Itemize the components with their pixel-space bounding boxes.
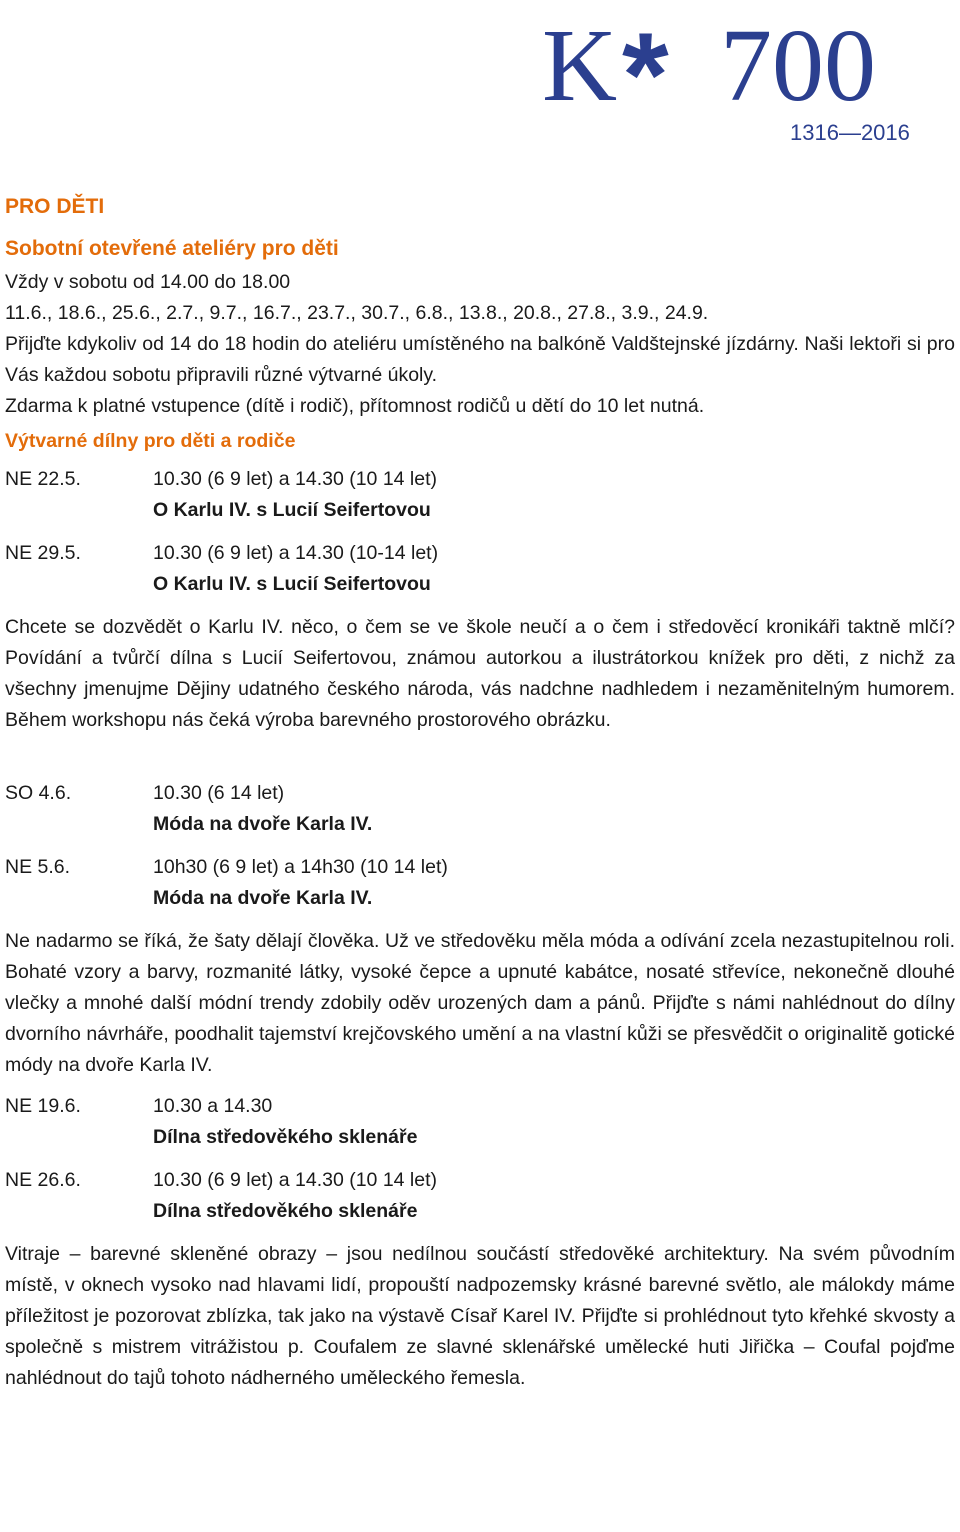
ateliers-note: Zdarma k platné vstupence (dítě i rodič), přítomnost rodičů u dětí do 10 let nutná. xyxy=(5,395,705,417)
logo-number: 700 xyxy=(720,12,876,123)
event-title: Móda na dvoře Karla IV. xyxy=(153,813,373,835)
event-date: NE 29.5. xyxy=(5,542,81,564)
glass-description: Vitraje – barevné skleněné obrazy – jsou nedílnou součástí středověké architektury. Na svém původním místě, v oknech vysoko nad hlavami lidí, propouští nadpozemsky krásné barevné světlo, ale málokdy máme příležitost je pozorovat zblízka, tak jako na výstavě Císař Karel IV. Přijďte si prohlédnout tyto křehké skvosty a společně s mistrem vitrážistou p. Coufalem ze slavné sklenářské umělecké huti Jiřička – Coufal pojďme nahlédnout do tajů tohoto nádherného uměleckého řemesla. xyxy=(5,1243,955,1389)
document-body xyxy=(5,193,955,1394)
event-title: O Karlu IV. s Lucií Seifertovou xyxy=(153,573,431,595)
event-time: 10.30 a 14.30 xyxy=(153,1095,273,1117)
workshop-description: Chcete se dozvědět o Karlu IV. něco, o čem se ve škole neučí a o čem i středověcí kronikáři taktně mlčí? Povídání a tvůrčí dílna s Lucií Seifertovou, známou autorkou a ilustrátorkou knížek pro děti, z nichž za všechny jmenujme Dějiny udatného českého národa, vás nadchne nadhledem i nezaměnitelným humorem. Během workshopu nás čeká výroba barevného prostorového obrázku. xyxy=(5,616,955,731)
logo-years: 1316—2016 xyxy=(790,120,910,145)
event-title: Dílna středověkého sklenáře xyxy=(153,1126,418,1148)
event-date: NE 5.6. xyxy=(5,856,71,878)
workshops-title: Výtvarné dílny pro děti a rodiče xyxy=(5,430,296,452)
event-time: 10.30 (6 14 let) xyxy=(153,782,285,804)
fashion-description: Ne nadarmo se říká, že šaty dělají člověka. Už ve středověku měla móda a odívání zcela nezastupitelnou roli. Bohaté vzory a barvy, rozmanité látky, vysoké čepce a upnuté kabátce, nosaté střevíce, nekonečně dlouhé vlečky a mnohé další módní trendy zdobily oděv urozených dam a pánů. Přijďte s námi nahlédnout do dílny dvorního návrháře, poodhalit tajemství krejčovského umění a na vlastní kůži se přesvědčit o originalitě gotické módy na dvoře Karla IV. xyxy=(5,930,955,1076)
event-date: NE 26.6. xyxy=(5,1169,81,1191)
event-date: NE 22.5. xyxy=(5,468,81,490)
section-heading: PRO DĚTI xyxy=(5,195,105,218)
k700-logo-graphic xyxy=(540,12,940,152)
logo-star: * xyxy=(622,12,669,142)
event-row xyxy=(5,1091,955,1153)
event-time: 10h30 (6 9 let) a 14h30 (10 14 let) xyxy=(153,856,448,878)
ateliers-title: Sobotní otevřené ateliéry pro děti xyxy=(5,237,339,260)
event-time: 10.30 (6 9 let) a 14.30 (10-14 let) xyxy=(153,542,439,564)
event-row xyxy=(5,1165,955,1227)
event-time: 10.30 (6 9 let) a 14.30 (10 14 let) xyxy=(153,1169,438,1191)
event-row xyxy=(5,464,955,526)
event-date: NE 19.6. xyxy=(5,1095,81,1117)
event-title: Móda na dvoře Karla IV. xyxy=(153,887,373,909)
event-title: Dílna středověkého sklenáře xyxy=(153,1200,418,1222)
event-title: O Karlu IV. s Lucií Seifertovou xyxy=(153,499,431,521)
event-date: SO 4.6. xyxy=(5,782,72,804)
k700-logo xyxy=(540,12,940,152)
event-row xyxy=(5,538,955,600)
event-row xyxy=(5,778,955,840)
event-time: 10.30 (6 9 let) a 14.30 (10 14 let) xyxy=(153,468,438,490)
logo-letter: K xyxy=(542,12,618,123)
ateliers-time: Vždy v sobotu od 14.00 do 18.00 xyxy=(5,271,291,293)
ateliers-dates: 11.6., 18.6., 25.6., 2.7., 9.7., 16.7., 23.7., 30.7., 6.8., 13.8., 20.8., 27.8., 3.9., 24.9. xyxy=(5,302,709,324)
event-row xyxy=(5,852,955,914)
ateliers-description: Přijďte kdykoliv od 14 do 18 hodin do ateliéru umístěného na balkóně Valdštejnské jízdárny. Naši lektoři si pro Vás každou sobotu připravili různé výtvarné úkoly. xyxy=(5,333,955,386)
